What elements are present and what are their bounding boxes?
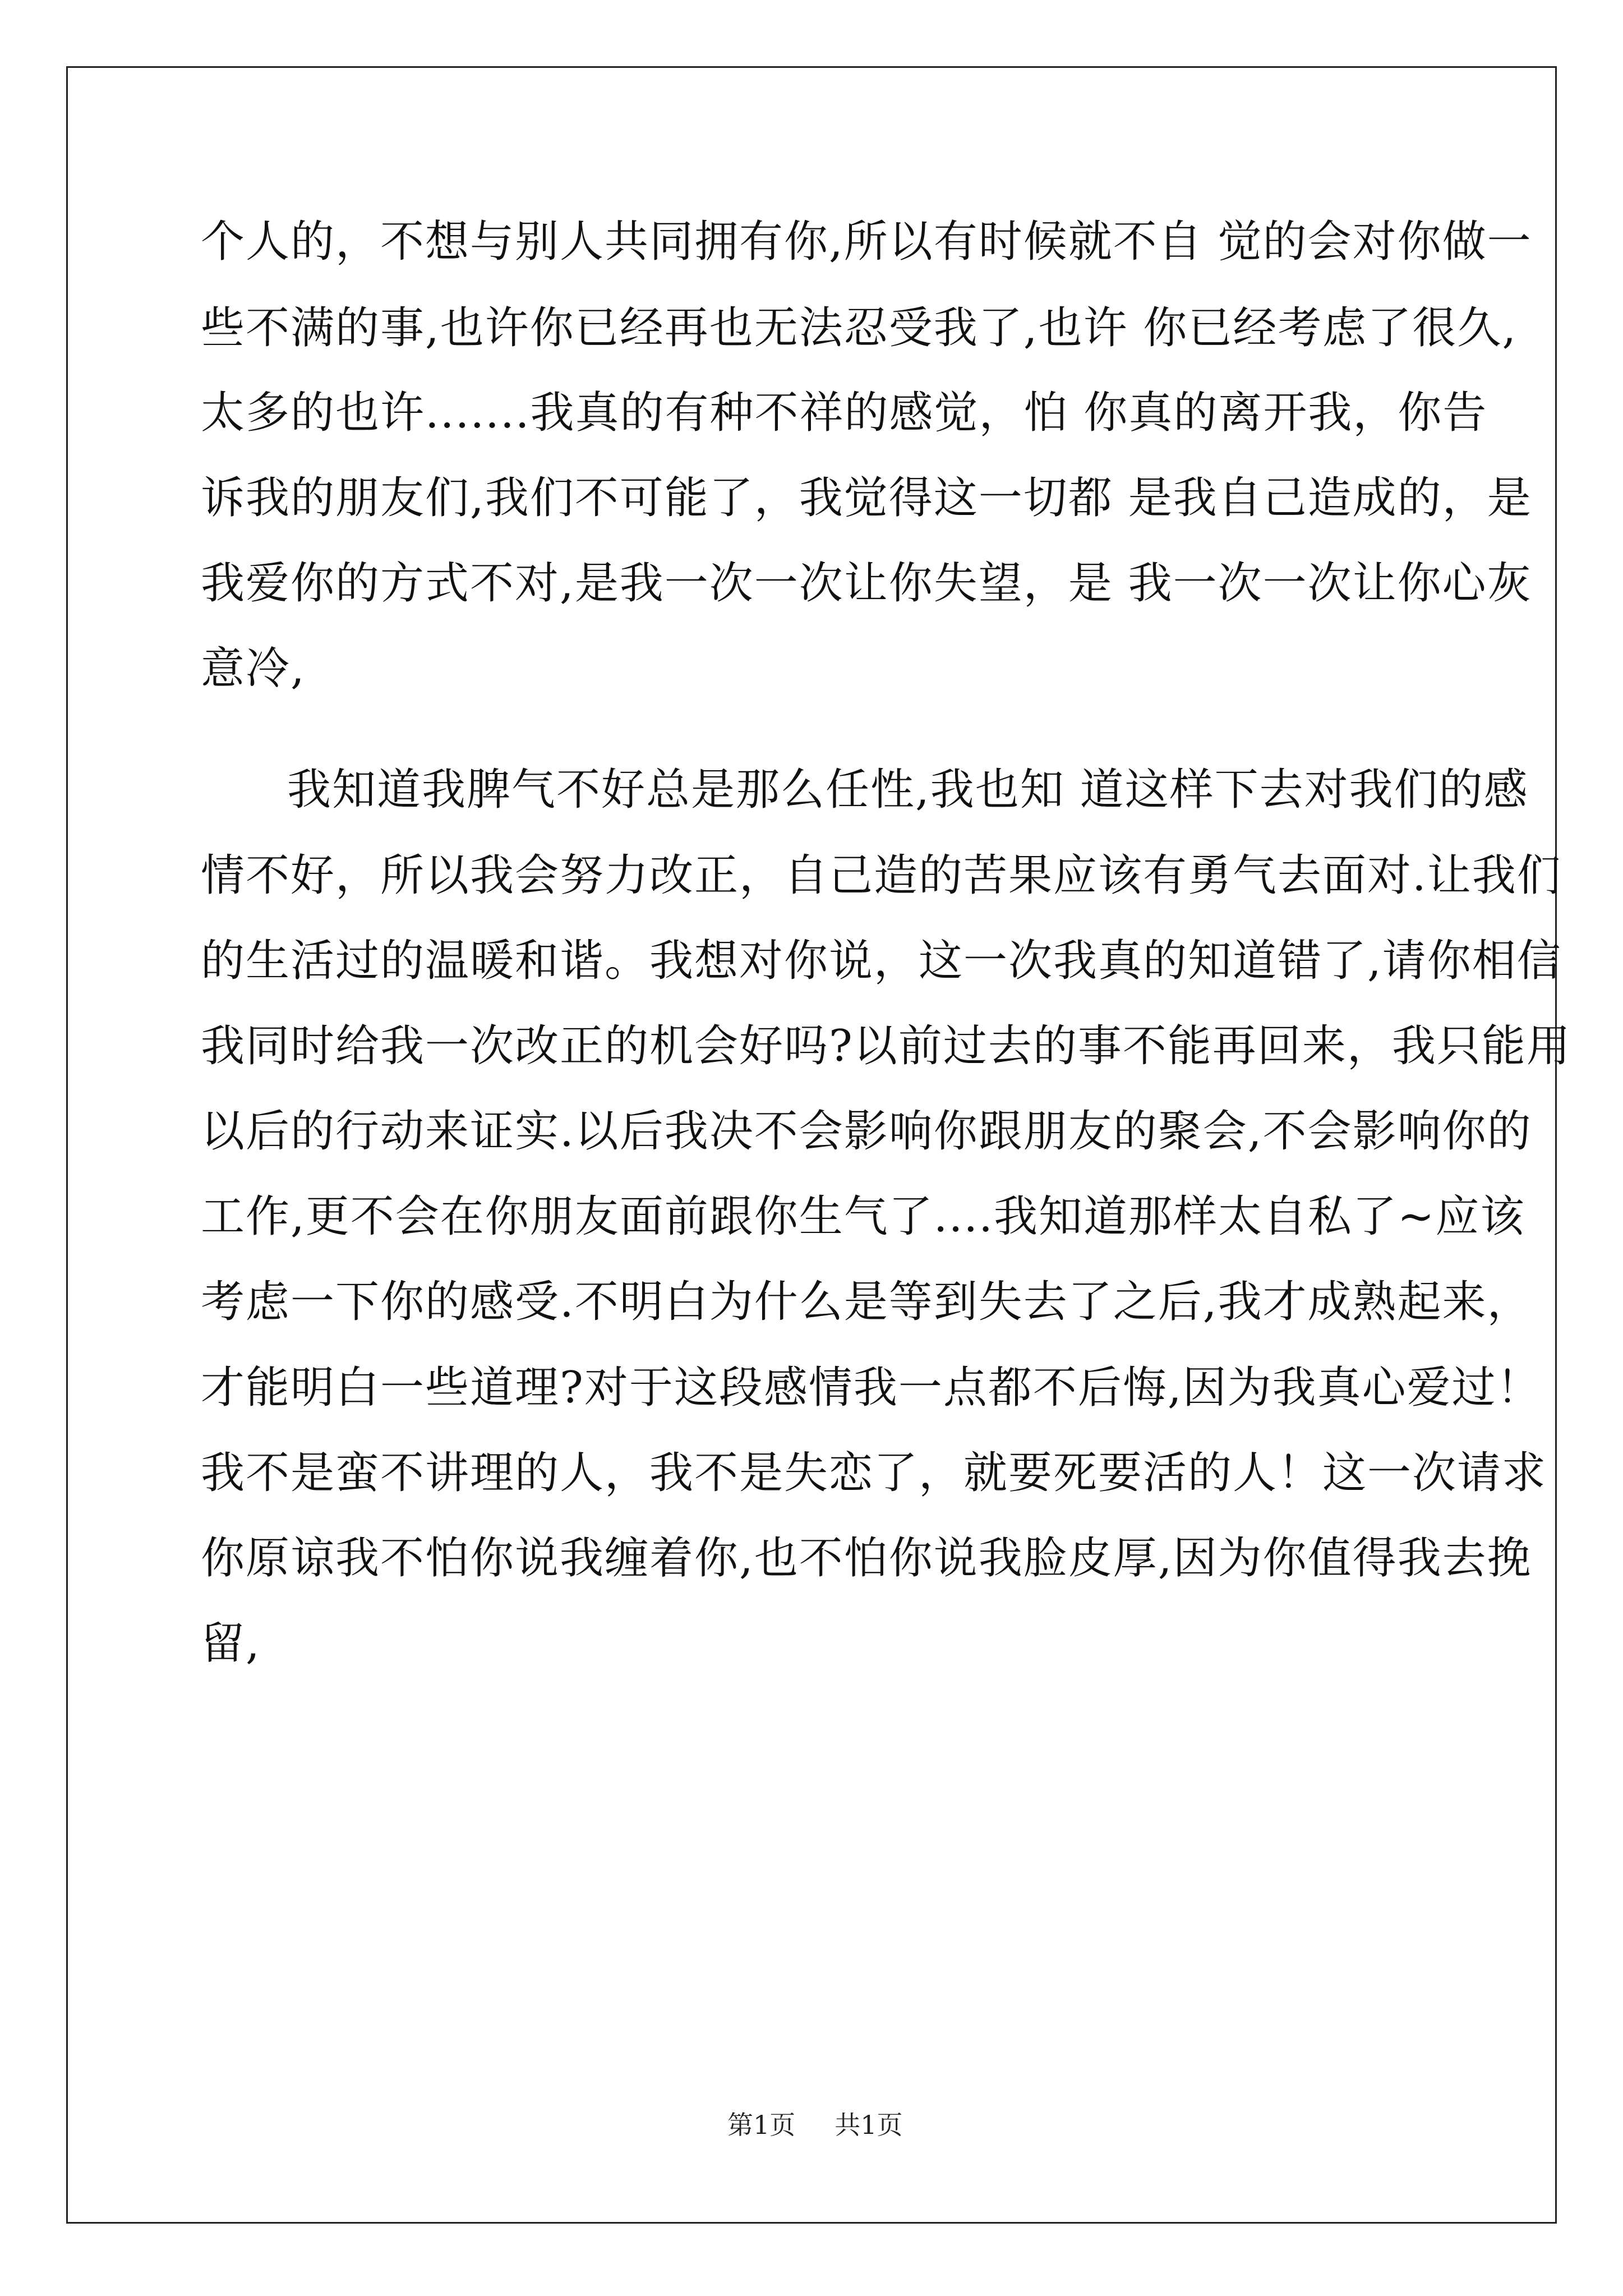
text-line: 以后的行动来证实.以后我决不会影响你跟朋友的聚会,不会影响你的 <box>201 1106 1532 1157</box>
page-footer <box>727 2112 903 2138</box>
text-line: 的生活过的温暖和谐。我想对你说，这一次我真的知道错了,请你相信 <box>201 936 1562 986</box>
page-number: 第1页 <box>727 2110 796 2140</box>
text-line: 工作,更不会在你朋友面前跟你生气了....我知道那样太自私了~应该 <box>201 1191 1525 1242</box>
text-line: 意冷, <box>201 643 306 694</box>
text-line: 我不是蛮不讲理的人，我不是失恋了，就要死要活的人！这一次请求 <box>201 1448 1547 1498</box>
text-line: 我爱你的方式不对,是我一次一次让你失望，是 我一次一次让你心灰 <box>201 558 1532 609</box>
text-line: 留, <box>201 1618 261 1669</box>
page-total: 共1页 <box>834 2110 903 2140</box>
text-line: 才能明白一些道理?对于这段感情我一点都不后悔,因为我真心爱过！ <box>201 1363 1542 1413</box>
text-line: 些不满的事,也许你已经再也无法忍受我了,也许 你已经考虑了很久, <box>201 303 1518 353</box>
text-line: 考虑一下你的感受.不明白为什么是等到失去了之后,我才成熟起来， <box>201 1277 1532 1327</box>
text-line: 你原谅我不怕你说我缠着你,也不怕你说我脸皮厚,因为你值得我去挽 <box>201 1533 1532 1584</box>
text-line: 太多的也许.......我真的有种不祥的感觉，怕 你真的离开我，你告 <box>201 388 1488 438</box>
text-line: 我知道我脾气不好总是那么任性,我也知 道这样下去对我们的感 <box>287 765 1529 815</box>
text-line: 我同时给我一次改正的机会好吗?以前过去的事不能再回来，我只能用 <box>201 1021 1571 1071</box>
text-line: 情不好，所以我会努力改正，自己造的苦果应该有勇气去面对.让我们 <box>201 850 1562 901</box>
text-line: 诉我的朋友们,我们不可能了，我觉得这一切都 是我自己造成的，是 <box>201 473 1532 523</box>
text-line: 个人的，不想与别人共同拥有你,所以有时候就不自 觉的会对你做一 <box>201 217 1532 267</box>
